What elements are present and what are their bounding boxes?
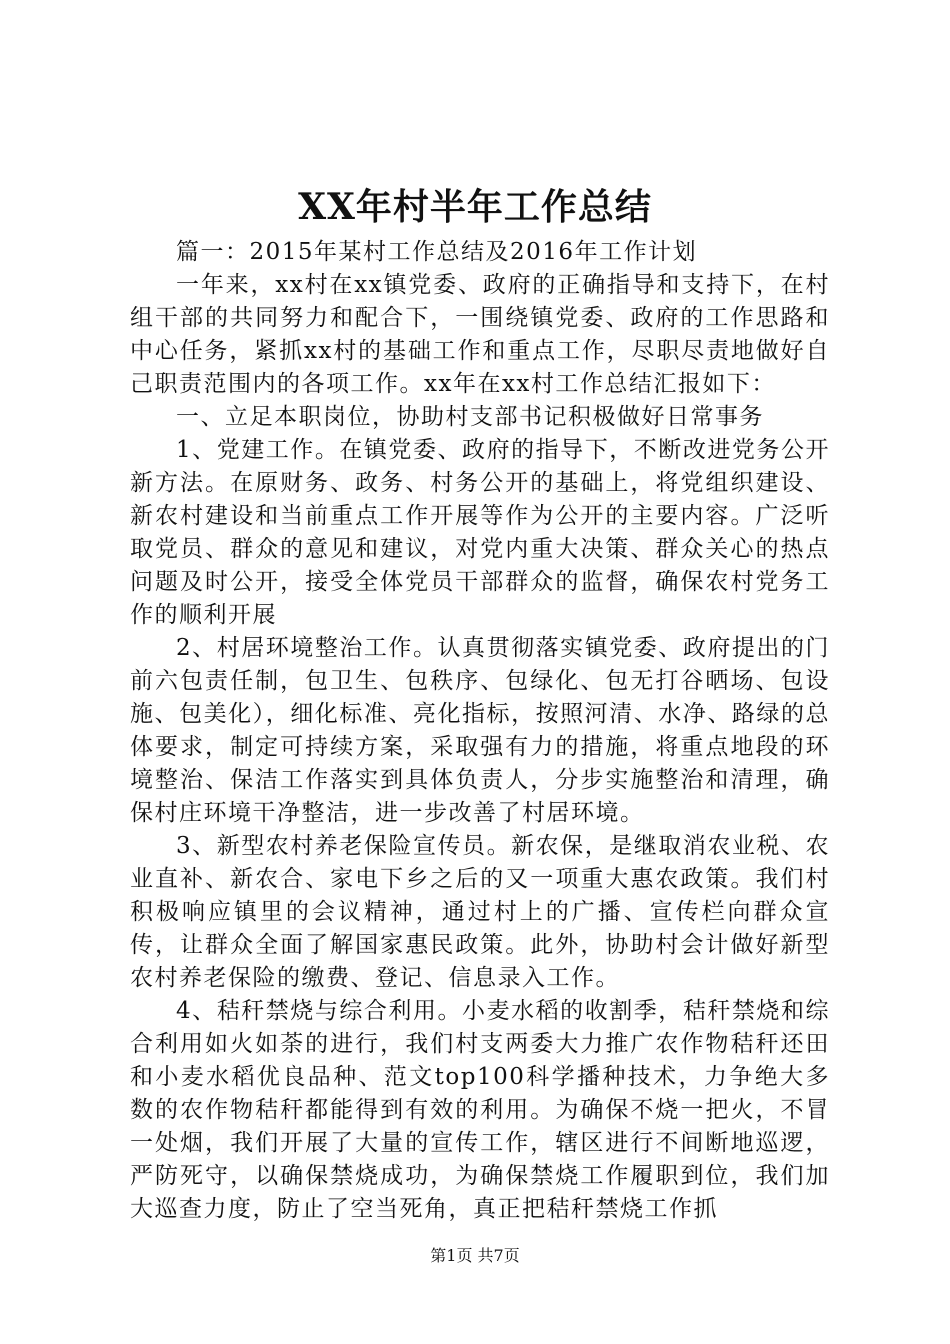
paragraph-intro: 一年来，xx村在xx镇党委、政府的正确指导和支持下，在村组干部的共同努力和配合下，一围绕镇党委、政府的工作思路和中心任务，紧抓xx村的基础工作和重点工作，尽职尽责地做好自己职责范围内的各项工作。xx年在xx村工作总结汇报如下：	[130, 272, 830, 397]
paragraph-environment: 2、村居环境整治工作。认真贯彻落实镇党委、政府提出的门前六包责任制，包卫生、包秩序、包绿化、包无打谷晒场、包设施、包美化），细化标准、亮化指标，按照河清、水净、路绿的总体要求，制定可持续方案，采取强有力的措施，将重点地段的环境整治、保洁工作落实到具体负责人，分步实施整治和清理，确保村庄环境干净整洁，进一步改善了村居环境。	[130, 635, 830, 826]
paragraph-straw-burning: 4、秸秆禁烧与综合利用。小麦水稻的收割季，秸秆禁烧和综合利用如火如荼的进行，我们村支两委大力推广农作物秸秆还田和小麦水稻优良品种、范文top100科学播种技术，力争绝大多数的农作物秸秆都能得到有效的利用。为确保不烧一把火，不冒一处烟，我们开展了大量的宣传工作，辖区进行不间断地巡逻，严防死守，以确保禁烧成功，为确保禁烧工作履职到位，我们加大巡查力度，防止了空当死角，真正把秸秆禁烧工作抓	[130, 998, 830, 1222]
paragraph-pension: 3、新型农村养老保险宣传员。新农保，是继取消农业税、农业直补、新农合、家电下乡之后的又一项重大惠农政策。我们村积极响应镇里的会议精神，通过村上的广播、宣传栏向群众宣传，让群众全面了解国家惠民政策。此外，协助村会计做好新型农村养老保险的缴费、登记、信息录入工作。	[130, 833, 830, 991]
document-body	[130, 236, 830, 1226]
document-title: XX年村半年工作总结	[298, 186, 652, 228]
paragraph-section-heading: 一、立足本职岗位，协助村支部书记积极做好日常事务	[176, 404, 764, 430]
paragraph-heading: 篇一：2015年某村工作总结及2016年工作计划	[176, 239, 698, 265]
page-footer: 第1页 共7页	[430, 1246, 520, 1265]
paragraph-party-building: 1、党建工作。在镇党委、政府的指导下，不断改进党务公开新方法。在原财务、政务、村务公开的基础上，将党组织建设、新农村建设和当前重点工作开展等作为公开的主要内容。广泛听取党员、群众的意见和建议，对党内重大决策、群众关心的热点问题及时公开，接受全体党员干部群众的监督，确保农村党务工作的顺利开展	[130, 437, 830, 628]
